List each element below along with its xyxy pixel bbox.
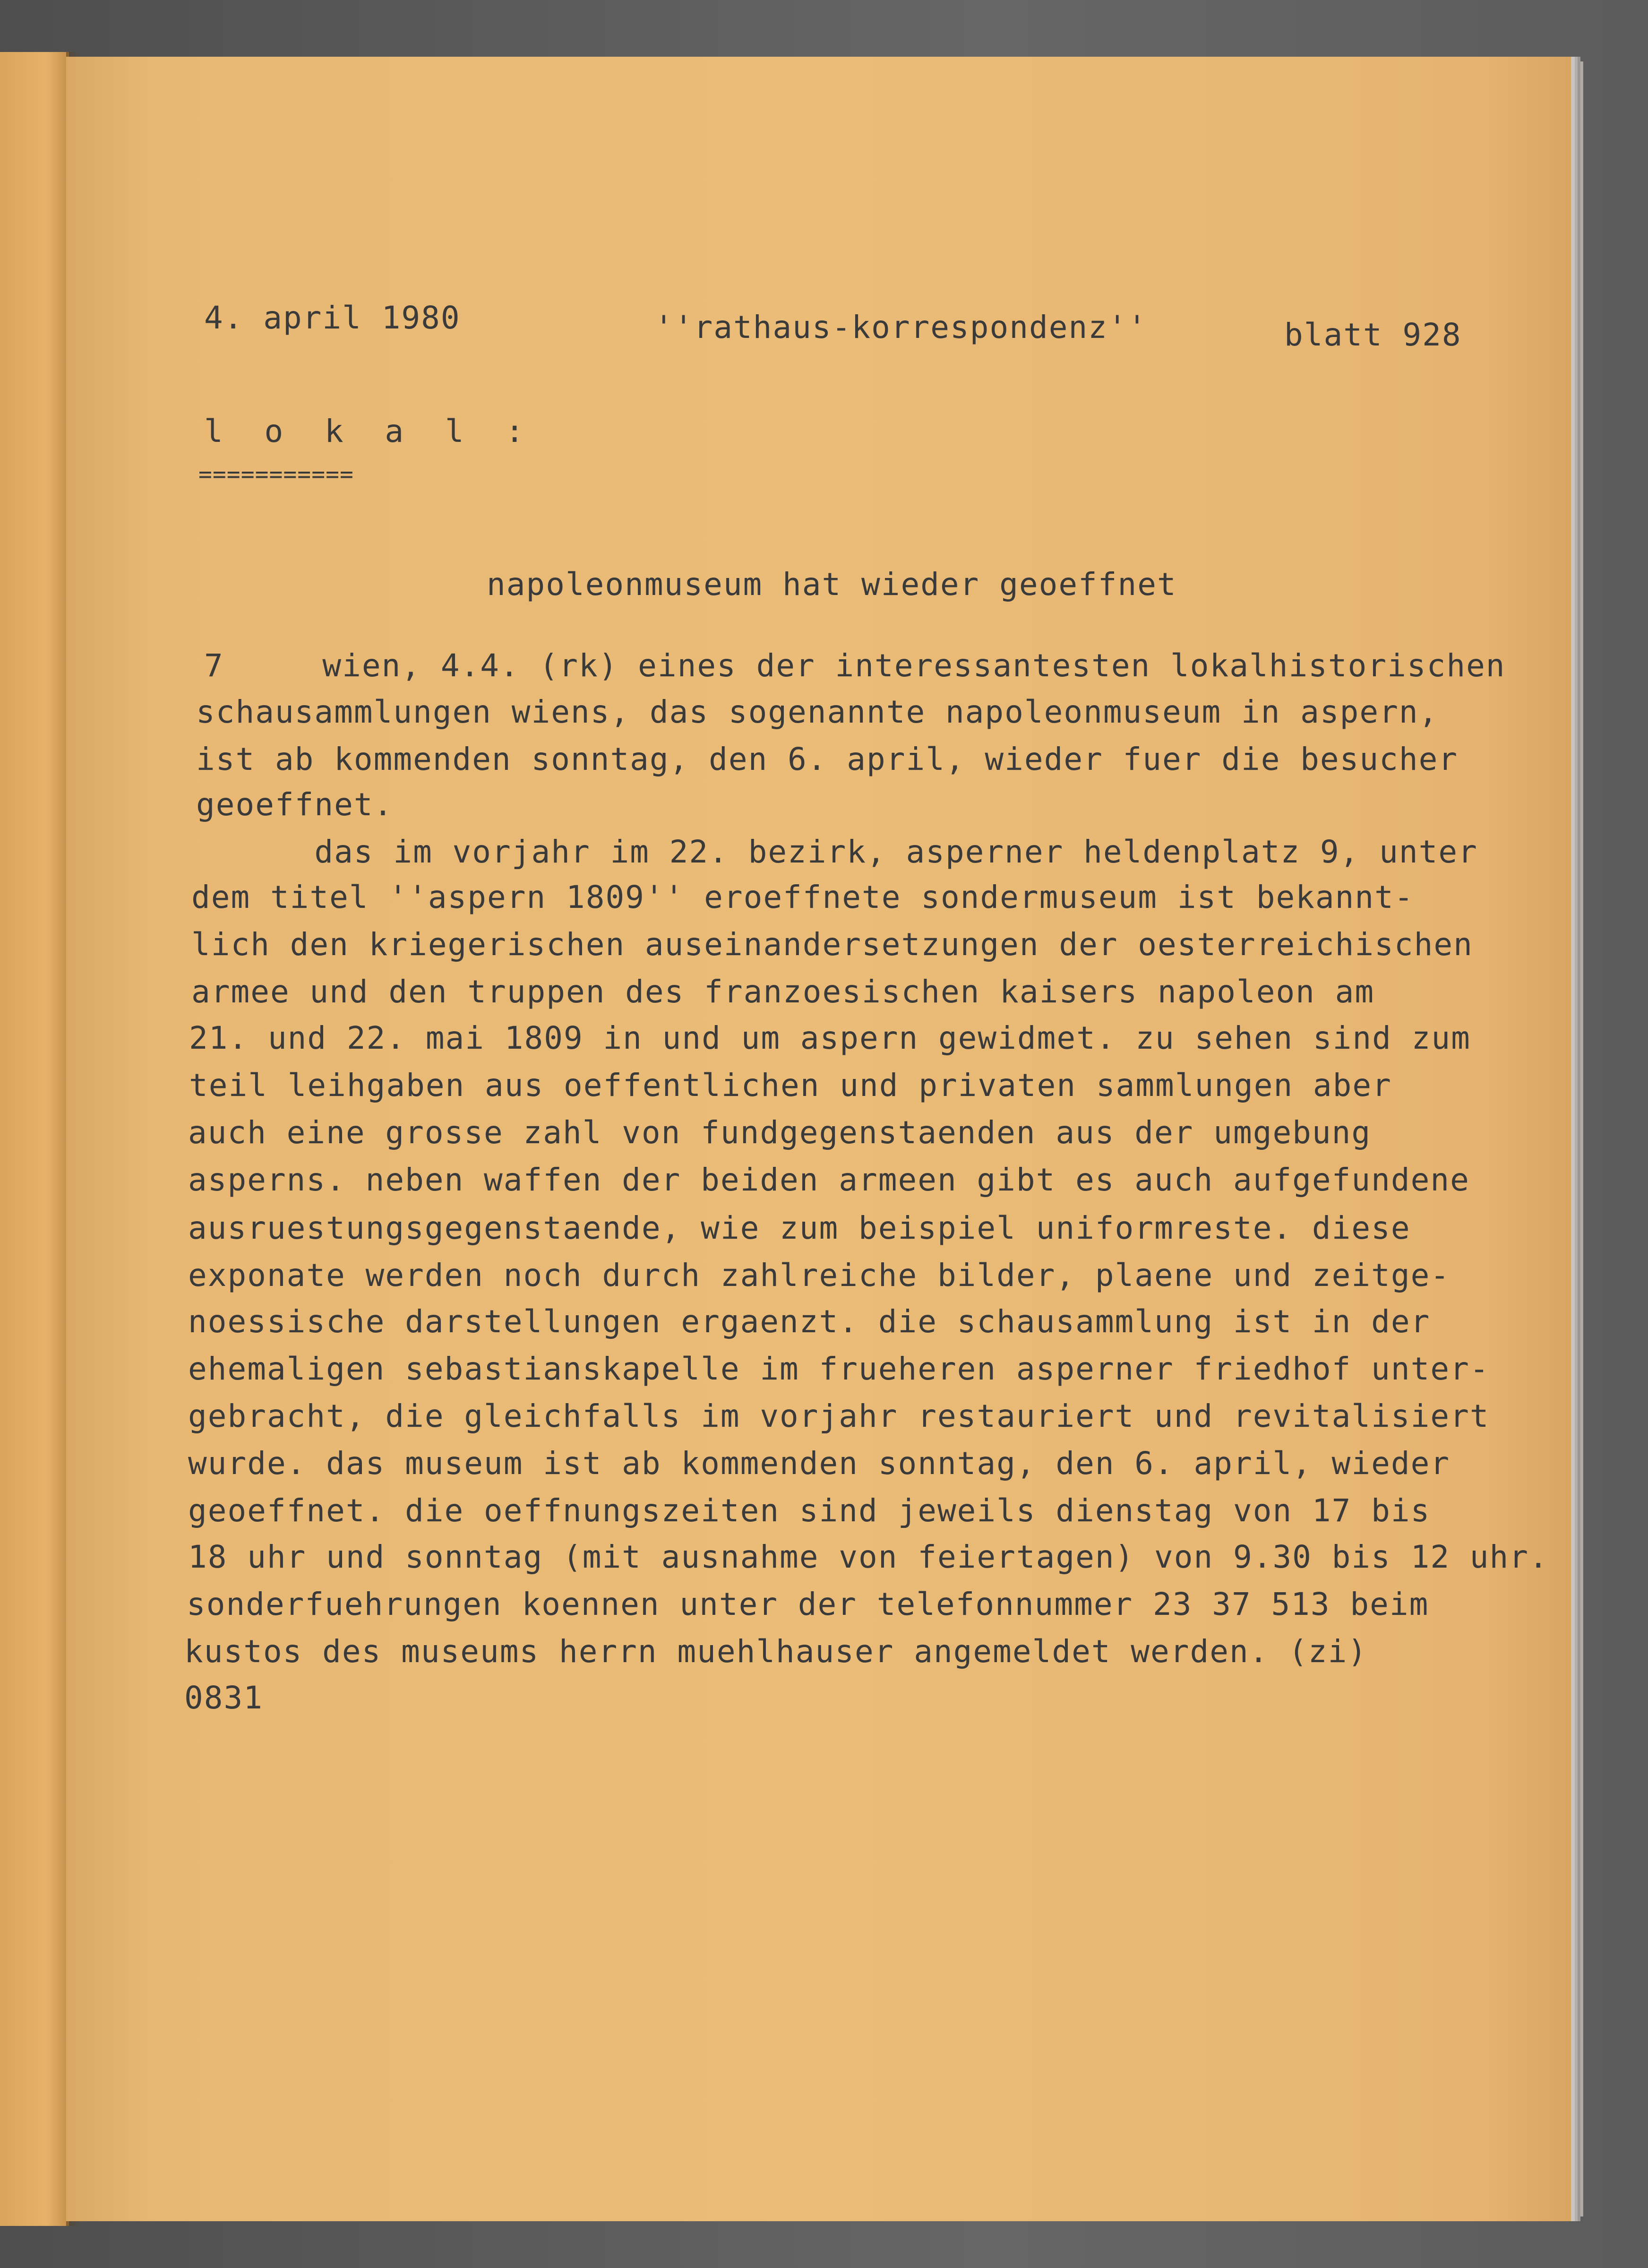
stacked-page-edges (1571, 61, 1583, 2216)
header-publication: ''rathaus-korrespondenz'' (654, 309, 1148, 345)
body-line: dem titel ''aspern 1809'' eroeffnete sondermuseum ist bekannt- (191, 879, 1414, 915)
body-line: schausammlungen wiens, das sogenannte napoleonmuseum in aspern, (196, 694, 1439, 730)
body-line: geoeffnet. die oeffnungszeiten sind jeweils dienstag von 17 bis (188, 1492, 1431, 1529)
body-line: ausruestungsgegenstaende, wie zum beispiel uniformreste. diese (188, 1210, 1411, 1246)
header-sheet-number: blatt 928 (1284, 317, 1462, 353)
body-line: geoeffnet. (196, 786, 394, 823)
body-line: ist ab kommenden sonntag, den 6. april, wieder fuer die besucher (196, 741, 1459, 777)
body-line: teil leihgaben aus oeffentlichen und privaten sammlungen aber (189, 1067, 1392, 1104)
body-line: wurde. das museum ist ab kommenden sonntag, den 6. april, wieder (188, 1445, 1451, 1482)
body-line: auch eine grosse zahl von fundgegenstaenden aus der umgebung (188, 1114, 1372, 1151)
body-line: 18 uhr und sonntag (mit ausnahme von feiertagen) von 9.30 bis 12 uhr. (188, 1539, 1549, 1575)
body-line: sonderfuehrungen koennen unter der telefonnummer 23 37 513 beim (187, 1586, 1429, 1622)
body-line: armee und den truppen des franzoesischen kaisers napoleon am (191, 974, 1375, 1010)
body-line: 0831 (184, 1680, 263, 1716)
body-line: gebracht, die gleichfalls im vorjahr restauriert und revitalisiert (188, 1398, 1490, 1434)
body-line: 21. und 22. mai 1809 in und um aspern gewidmet. zu sehen sind zum (189, 1020, 1471, 1056)
article-headline: napoleonmuseum hat wieder geoeffnet (487, 566, 1177, 603)
body-line: noessische darstellungen ergaenzt. die schausammlung ist in der (188, 1303, 1431, 1340)
section-underline: =========== (198, 461, 354, 488)
body-line: asperns. neben waffen der beiden armeen gibt es auch aufgefundene (188, 1162, 1470, 1198)
body-line: 7 wien, 4.4. (rk) eines der interessantesten lokalhistorischen (204, 647, 1506, 684)
previous-page-edge (0, 52, 69, 2226)
body-line: ehemaligen sebastianskapelle im frueheren asperner friedhof unter- (188, 1351, 1490, 1387)
body-line: kustos des museums herrn muehlhauser angemeldet werden. (zi) (184, 1633, 1368, 1670)
body-line: exponate werden noch durch zahlreiche bilder, plaene und zeitge- (188, 1257, 1451, 1294)
body-line: das im vorjahr im 22. bezirk, asperner heldenplatz 9, unter (196, 834, 1478, 870)
body-line: lich den kriegerischen auseinandersetzungen der oesterreichischen (191, 926, 1473, 963)
section-label: l o k a l : (204, 413, 536, 449)
header-date: 4. april 1980 (204, 300, 461, 336)
